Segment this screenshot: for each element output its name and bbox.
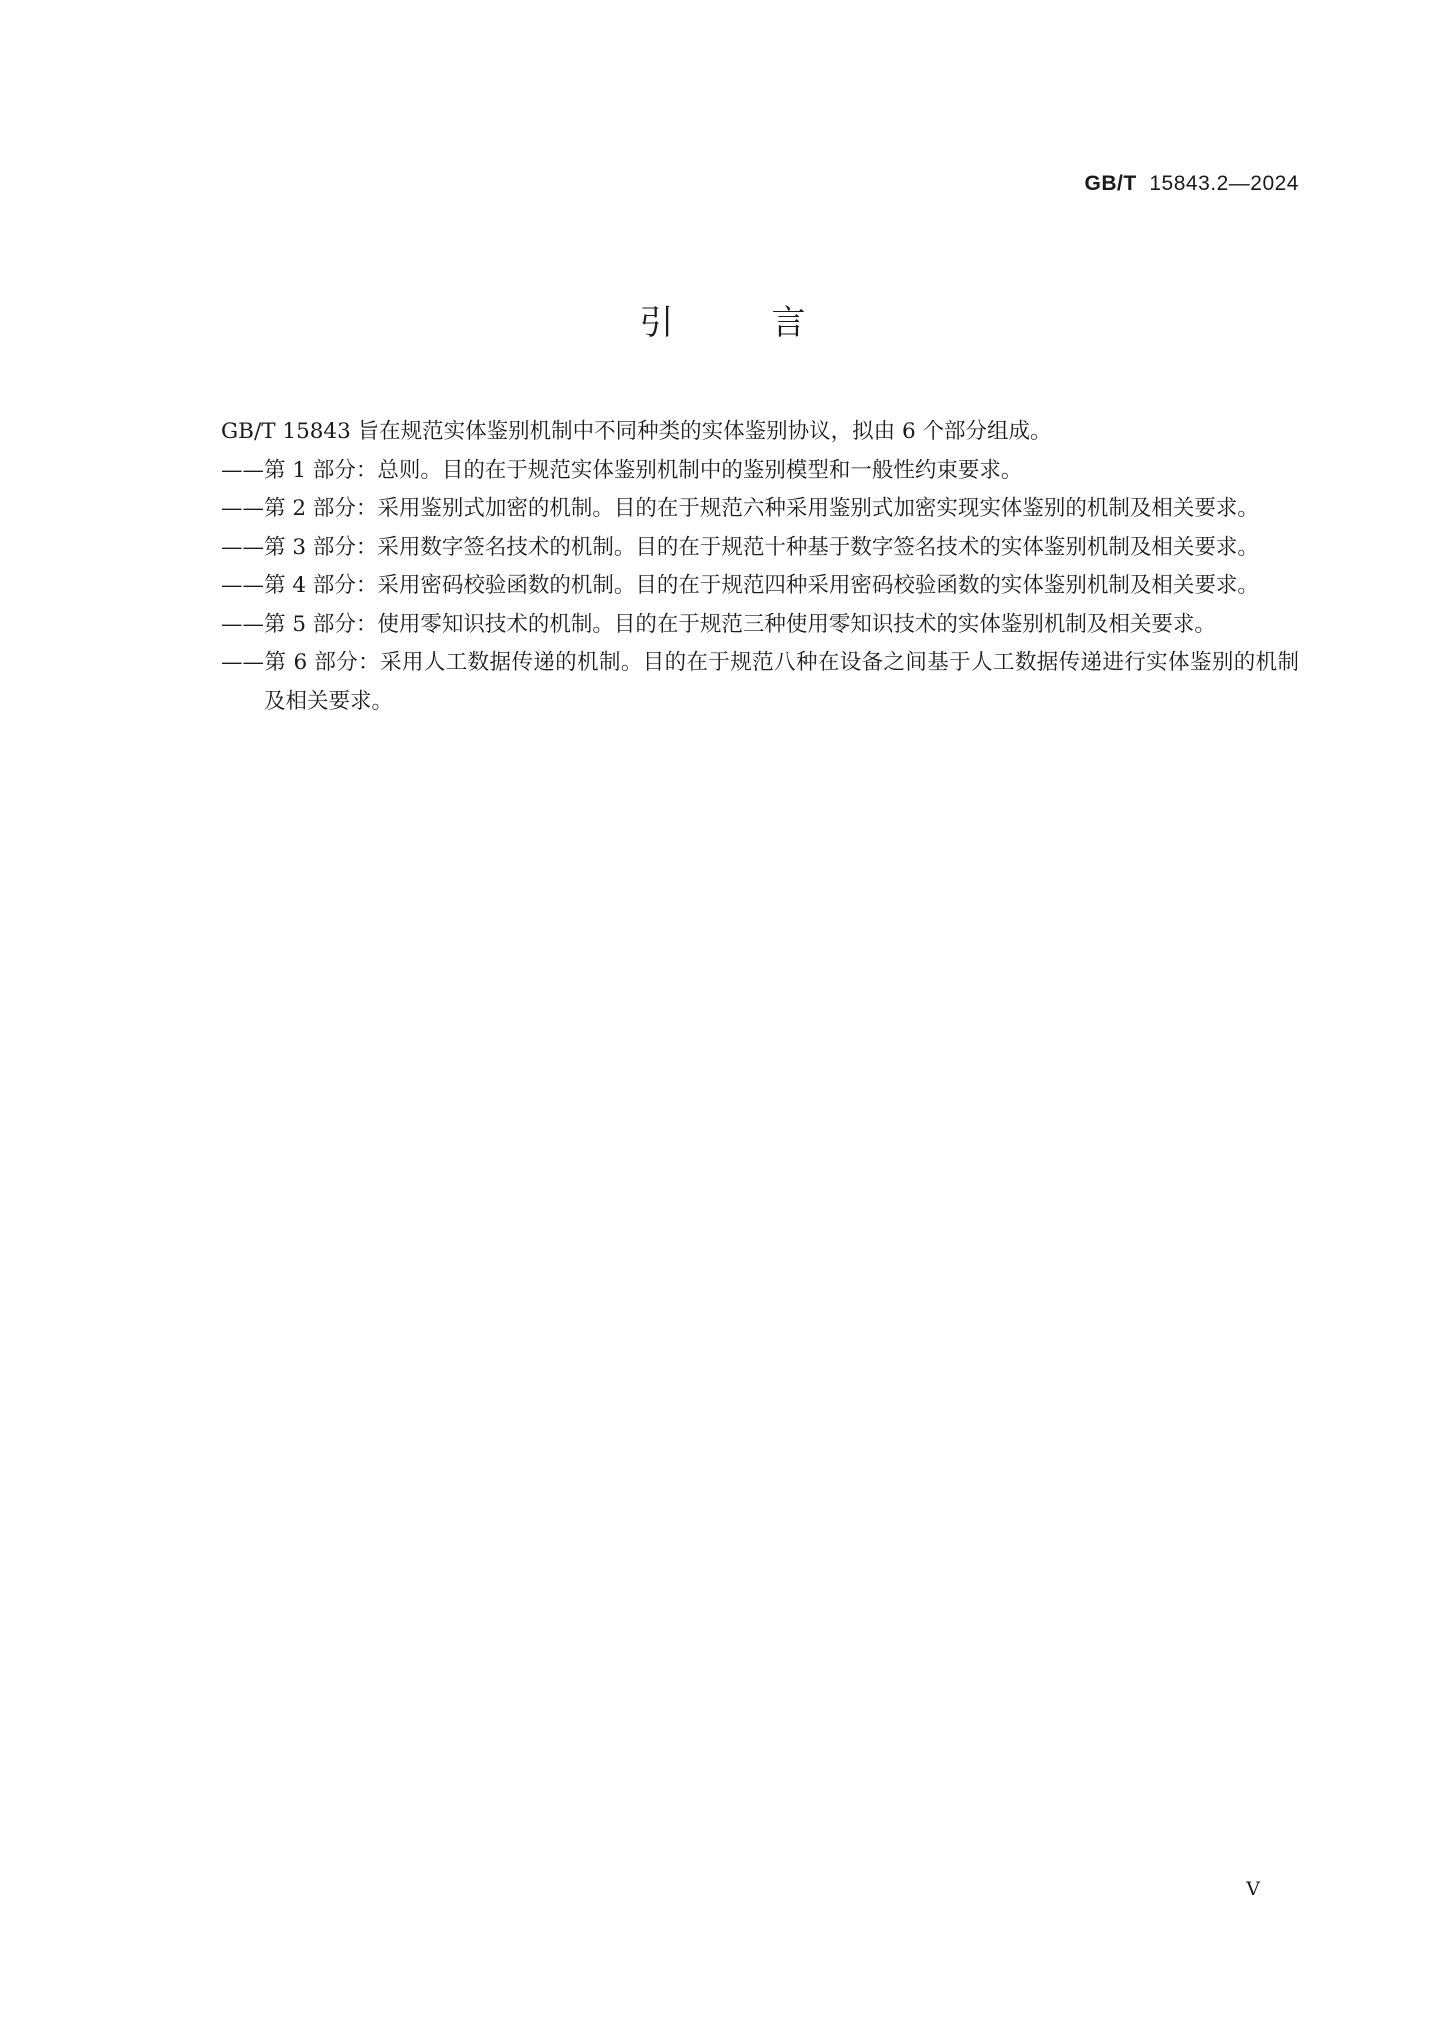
part-item-1: ——第 1 部分：总则。目的在于规范实体鉴别机制中的鉴别模型和一般性约束要求。 xyxy=(221,457,1023,483)
standard-number: 15843.2—2024 xyxy=(1149,172,1299,195)
intro-paragraph: GB/T 15843 旨在规范实体鉴别机制中不同种类的实体鉴别协议，拟由 6 个部分组成。 xyxy=(221,419,1052,444)
standard-prefix: GB/T xyxy=(1084,172,1137,195)
part-item-2: ——第 2 部分：采用鉴别式加密的机制。目的在于规范六种采用鉴别式加密实现实体鉴别的机制及相关要求。 xyxy=(221,496,1259,521)
page-number: V xyxy=(1246,1878,1260,1900)
section-body xyxy=(221,413,1299,721)
standard-code xyxy=(1085,172,1299,196)
section-title: 引言 xyxy=(639,303,904,343)
part-item-4: ——第 4 部分：采用密码校验函数的机制。目的在于规范四种采用密码校验函数的实体鉴别机制及相关要求。 xyxy=(221,573,1259,598)
part-item-6: ——第 6 部分：采用人工数据传递的机制。目的在于规范八种在设备之间基于人工数据传递进行实体鉴别的机制及相关要求。 xyxy=(221,650,1299,714)
part-item-3: ——第 3 部分：采用数字签名技术的机制。目的在于规范十种基于数字签名技术的实体鉴别机制及相关要求。 xyxy=(221,534,1259,560)
part-item-5: ——第 5 部分：使用零知识技术的机制。目的在于规范三种使用零知识技术的实体鉴别机制及相关要求。 xyxy=(221,611,1216,637)
